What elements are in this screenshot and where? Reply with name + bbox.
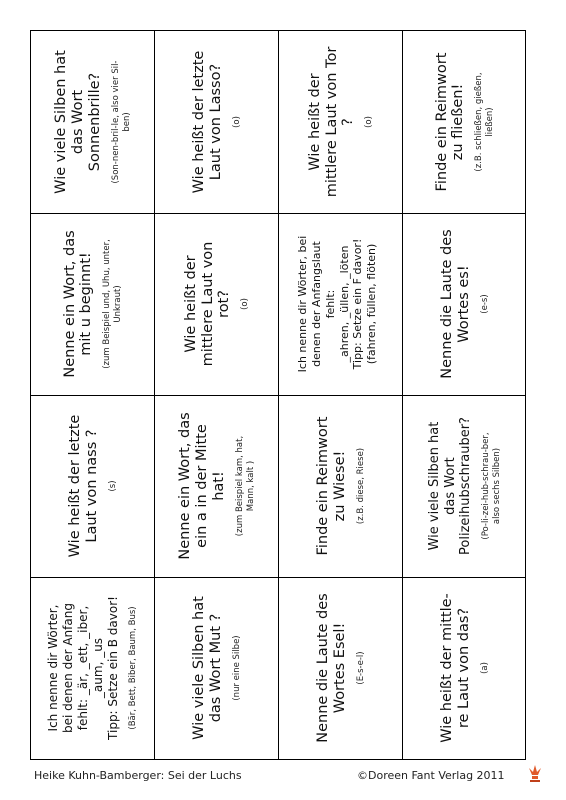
quiz-card — [403, 31, 527, 214]
card-hint: (o) — [240, 298, 251, 311]
fant-logo-icon — [528, 763, 542, 785]
quiz-card — [155, 31, 279, 214]
quiz-card — [31, 577, 155, 760]
card-question: Nenne ein Wort, das ein a in der Mitte hat! — [177, 412, 227, 560]
card-hint: (E-s-e-l) — [355, 651, 366, 685]
card-hint: (Son-nen-bril-le, also vier Sil- ben) — [110, 60, 132, 184]
card-hint: (zum Beispiel und, Uhu, unter, Unkraut) — [102, 239, 124, 370]
card-question: Wie heißt der mittle- re Laut von das? — [439, 593, 472, 744]
card-hint: (Bär, Bett, Biber, Baum, Bus) — [128, 606, 139, 730]
quiz-card — [31, 31, 155, 214]
card-hint: (s) — [107, 480, 118, 492]
card-question: Wie heißt der mittlere Laut von Tor ? — [306, 46, 357, 198]
quiz-card — [155, 577, 279, 760]
card-question: Nenne die Laute des Wortes Esel! — [315, 593, 348, 743]
quiz-card — [31, 395, 155, 578]
card-question: Nenne ein Wort, das mit u beginnt! — [61, 230, 95, 378]
card-question: Wie viele Silben hat das Wort Sonnenbrille? — [53, 50, 103, 195]
quiz-card — [403, 395, 527, 578]
card-hint: (Po-li-zei-hub-schrau-ber, also sechs Silben) — [480, 432, 502, 540]
card-hint: (nur eine Silbe) — [231, 635, 242, 701]
card-hint: (z.B. diese, Riese) — [355, 448, 366, 525]
quiz-card — [279, 577, 403, 760]
quiz-card — [155, 213, 279, 396]
card-question: Finde ein Reimwort zu fließen! — [433, 52, 467, 192]
card-question: Finde ein Reimwort zu Wiese! — [315, 416, 348, 556]
card-grid — [30, 30, 526, 760]
card-question: Wie viele Silben hat das Wort Polizeihubschrauber? — [427, 417, 474, 556]
footer-publisher: ©Doreen Fant Verlag 2011 — [357, 769, 505, 782]
card-question: Ich nenne dir Wörter, bei denen der Anfang fehlt: _är, _ett, _iber, _aum, _us Tipp: Setze ein B davor! — [46, 596, 121, 741]
quiz-card — [279, 395, 403, 578]
quiz-card — [279, 213, 403, 396]
quiz-card — [31, 213, 155, 396]
footer-author: Heike Kuhn-Bamberger: Sei der Luchs — [34, 769, 242, 782]
card-question: Wie heißt der letzte Laut von nass ? — [67, 414, 100, 558]
card-hint: (z.B. schließen, gießen, ließen) — [474, 72, 496, 172]
card-question: Wie viele Silben hat das Wort Mut ? — [191, 596, 224, 741]
quiz-card — [403, 577, 527, 760]
card-question: Wie heißt der mittlere Laut von rot? — [182, 241, 233, 367]
card-hint: (o) — [231, 116, 242, 129]
quiz-card — [155, 395, 279, 578]
quiz-card — [403, 213, 527, 396]
quiz-card — [279, 31, 403, 214]
card-hint: (o) — [364, 116, 375, 129]
card-hint: (e-s) — [479, 294, 490, 314]
card-question: Ich nenne dir Wörter, bei denen der Anfangslaut fehlt: _ahren, _üllen, _löten Tipp: Setze ein F davor! (fahren, füllen, flöten) — [296, 235, 378, 373]
card-question: Nenne die Laute des Wortes es! — [439, 229, 472, 379]
card-question: Wie heißt der letzte Laut von Lasso? — [191, 50, 224, 194]
card-hint: (a) — [479, 662, 490, 675]
card-hint: (zum Beispiel kam, hat, Mann, kalt ) — [234, 436, 256, 537]
